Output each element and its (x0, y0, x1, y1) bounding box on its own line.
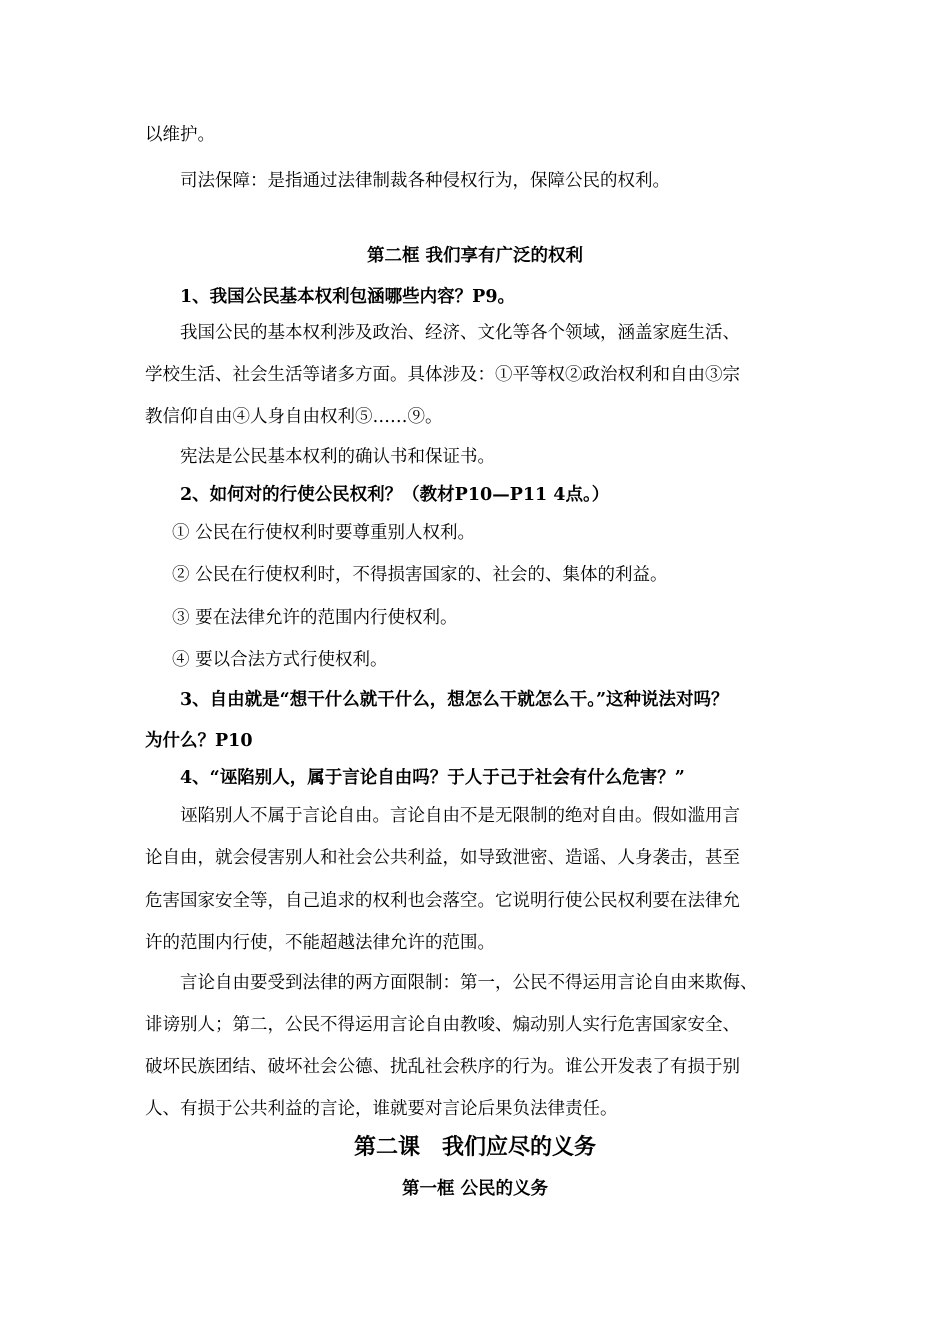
question-heading: 为什么？P10 (145, 731, 253, 751)
paragraph-line: 危害国家安全等，自己追求的权利也会落空。它说明行使公民权利要在法律允 (145, 891, 740, 911)
section-heading: 第二框 我们享有广泛的权利 (366, 246, 584, 266)
paragraph-line: 许的范围内行使，不能超越法律允许的范围。 (145, 933, 495, 953)
chapter-heading: 第二课 我们应尽的义务 (353, 1134, 596, 1160)
list-item: ② 公民在行使权利时，不得损害国家的、社会的、集体的利益。 (172, 565, 668, 585)
paragraph-line: 司法保障：是指通过法律制裁各种侵权行为，保障公民的权利。 (180, 171, 670, 191)
paragraph-line: 论自由，就会侵害别人和社会公共利益，如导致泄密、造谣、人身袭击，甚至 (145, 848, 740, 868)
list-item: ③ 要在法律允许的范围内行使权利。 (172, 608, 458, 628)
paragraph-line: 破坏民族团结、破坏社会公德、扰乱社会秩序的行为。谁公开发表了有损于别 (145, 1057, 740, 1077)
question-heading: 2、如何对的行使公民权利？（教材P10—P11 4点。） (180, 485, 610, 505)
list-item: ④ 要以合法方式行使权利。 (172, 650, 388, 670)
section-heading: 第一框 公民的义务 (401, 1179, 549, 1199)
paragraph-line: 人、有损于公共利益的言论，谁就要对言论后果负法律责任。 (145, 1099, 618, 1119)
paragraph-line: 言论自由要受到法律的两方面限制：第一，公民不得运用言论自由来欺侮、 (180, 973, 758, 993)
question-heading: 4、“诬陷别人，属于言论自由吗？于人于己于社会有什么危害？” (180, 768, 685, 788)
paragraph-line: 宪法是公民基本权利的确认书和保证书。 (180, 447, 495, 467)
paragraph-line: 以维护。 (145, 125, 215, 145)
list-item: ① 公民在行使权利时要尊重别人权利。 (172, 523, 476, 543)
paragraph-line: 诽谤别人；第二，公民不得运用言论自由教唆、煽动别人实行危害国家安全、 (145, 1015, 740, 1035)
paragraph-line: 我国公民的基本权利涉及政治、经济、文化等各个领域，涵盖家庭生活、 (180, 323, 740, 343)
question-heading: 1、我国公民基本权利包涵哪些内容？P9。 (180, 287, 516, 307)
paragraph-line: 学校生活、社会生活等诸多方面。具体涉及：①平等权②政治权利和自由③宗 (145, 365, 740, 385)
paragraph-line: 教信仰自由④人身自由权利⑤……⑨。 (145, 407, 443, 427)
paragraph-line: 诬陷别人不属于言论自由。言论自由不是无限制的绝对自由。假如滥用言 (180, 806, 740, 826)
question-heading: 3、自由就是“想干什么就干什么，想怎么干就怎么干。”这种说法对吗？ (180, 690, 729, 710)
